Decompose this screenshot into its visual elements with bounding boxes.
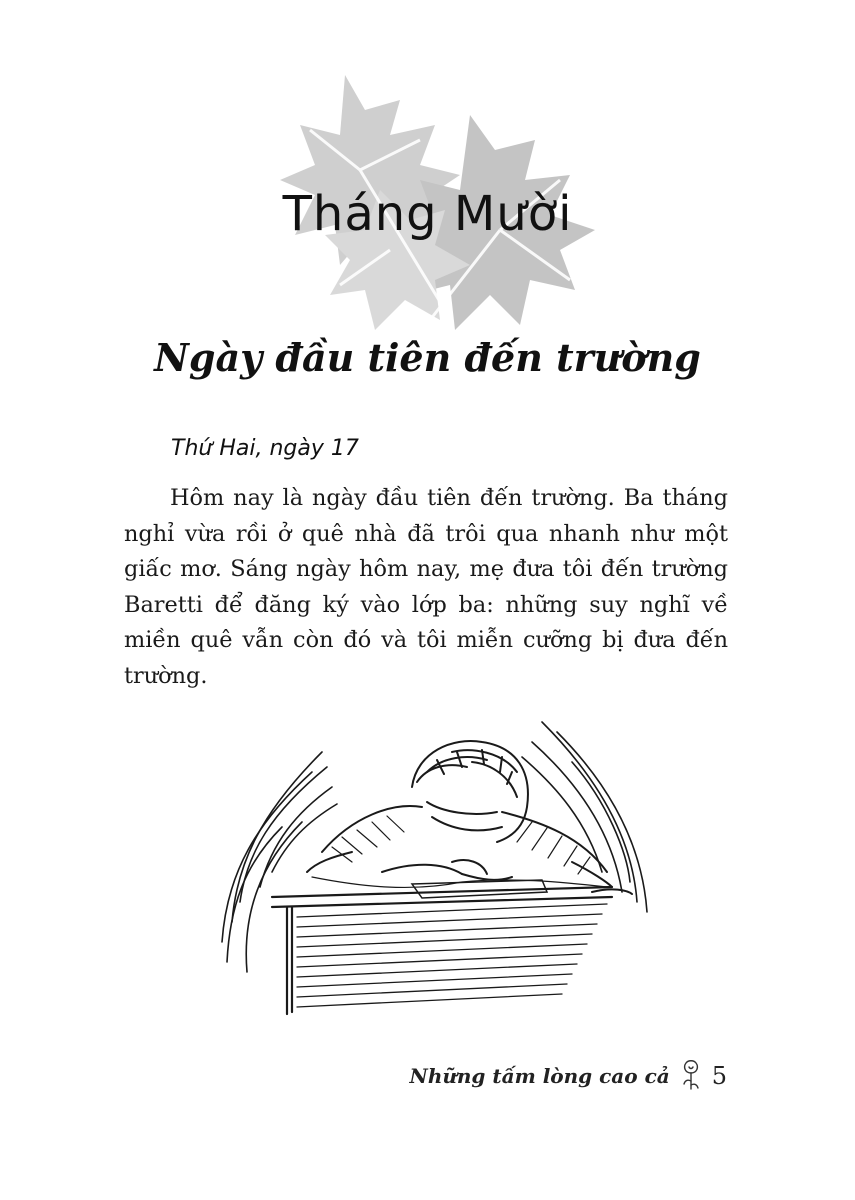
story-title: Ngày đầu tiên đến trường <box>154 335 701 380</box>
footer-book-title: Những tấm lòng cao cả <box>409 1064 670 1088</box>
chapter-title: Tháng Mười <box>282 186 573 242</box>
page-footer <box>410 1059 727 1093</box>
page-number: 5 <box>711 1062 727 1090</box>
body-paragraph: Hôm nay là ngày đầu tiên đến trường. Ba tháng nghỉ vừa rồi ở quê nhà đã trôi qua nhanh như một giấc mơ. Sáng ngày hôm nay, mẹ đưa tôi đến trường Baretti để đăng ký vào lớp ba: những suy nghĩ về miền quê vẫn còn đó và tôi miễn cưỡng bị đưa đến trường. <box>124 485 728 689</box>
diary-date: Thứ Hai, ngày 17 <box>171 436 359 461</box>
boy-writing-at-desk-illustration <box>212 712 652 1028</box>
flower-ornament-icon <box>680 1059 702 1093</box>
